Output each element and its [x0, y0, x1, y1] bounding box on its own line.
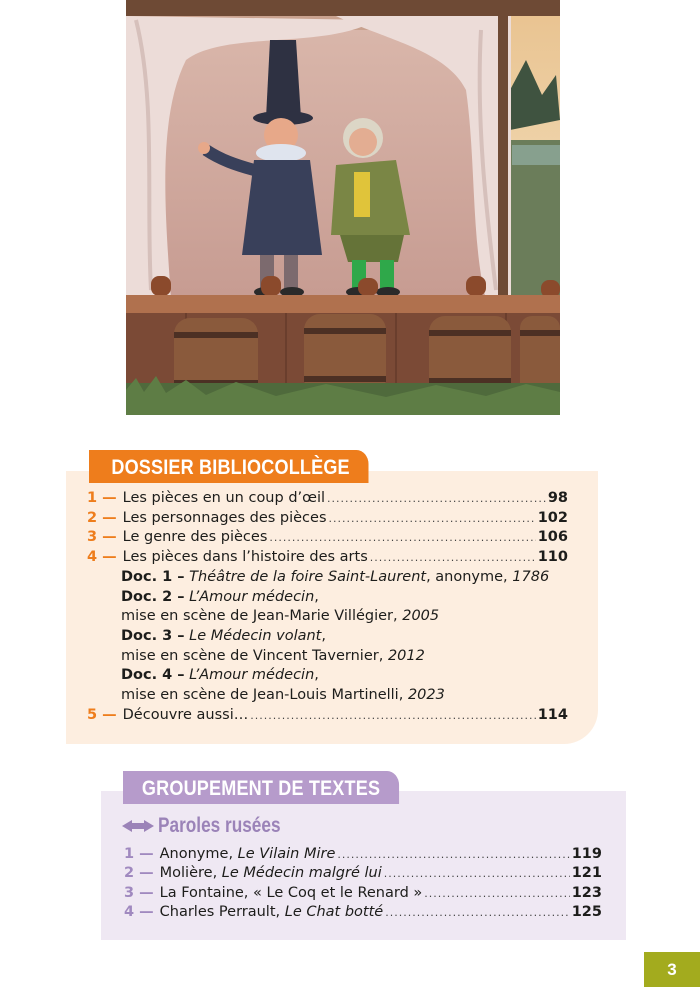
leader-dots — [424, 884, 569, 903]
toc-row[interactable] — [87, 548, 568, 568]
page-number: 3 — [644, 952, 700, 987]
toc-page: 106 — [537, 529, 568, 546]
toc-page: 125 — [571, 903, 602, 920]
toc-label: Découvre aussi… — [122, 706, 249, 723]
toc-label — [160, 903, 384, 922]
toc-label — [160, 884, 423, 903]
toc-number: 4 — — [87, 549, 117, 566]
toc-page: 102 — [537, 509, 568, 526]
toc-row[interactable] — [124, 903, 602, 922]
toc-page: 110 — [537, 549, 568, 566]
leader-dots — [384, 864, 570, 883]
groupement-toc — [124, 845, 602, 922]
doc-label: Doc. 1 – — [121, 568, 185, 585]
groupement-title: GROUPEMENT DE TEXTES — [123, 771, 399, 804]
leader-dots — [327, 489, 546, 509]
doc-detail: , — [321, 627, 326, 644]
doc-label: Doc. 3 – — [121, 627, 185, 644]
leader-dots — [385, 903, 569, 922]
toc-author: Charles Perrault, — [159, 903, 285, 920]
leader-dots — [337, 845, 569, 864]
dossier-toc — [87, 489, 568, 725]
toc-number: 1 — — [87, 490, 117, 506]
toc-page: 114 — [537, 706, 568, 723]
doc-entry-3 — [87, 627, 568, 647]
toc-number: 4 — — [124, 903, 154, 920]
theatre-stage-illustration — [126, 0, 560, 415]
doc-year: 1786 — [512, 568, 550, 585]
doc-entry-1 — [87, 568, 568, 588]
toc-number: 3 — — [124, 884, 154, 901]
toc-number: 5 — — [87, 706, 117, 723]
toc-page: 119 — [571, 846, 602, 862]
doc-staging: mise en scène de Jean-Louis Martinelli, — [121, 687, 408, 704]
doc-staging: mise en scène de Vincent Tavernier, — [121, 647, 388, 664]
toc-work: Le Vilain Mire — [237, 846, 336, 862]
doc-detail: , anonyme, — [426, 568, 513, 585]
leader-dots — [329, 509, 536, 529]
dossier-title: DOSSIER BIBLIOCOLLÈGE — [89, 450, 369, 483]
theme-heading — [122, 811, 307, 841]
doc-entry-4 — [87, 666, 568, 686]
doc-detail: , — [314, 588, 319, 605]
doc-title: Théâtre de la foire Saint-Laurent — [189, 568, 427, 585]
doc-year: 2023 — [407, 687, 445, 704]
doc-title: L’Amour médecin — [189, 667, 315, 684]
leader-dots — [250, 706, 535, 726]
toc-page: 98 — [547, 490, 568, 506]
toc-row[interactable] — [87, 528, 568, 548]
toc-number: 1 — — [124, 846, 154, 862]
double-arrow-icon — [122, 819, 154, 833]
toc-page: 121 — [571, 865, 602, 882]
doc-entry-2-staging — [87, 607, 568, 627]
toc-row[interactable] — [124, 845, 602, 864]
doc-title: L’Amour médecin — [189, 588, 315, 605]
theme-title: Paroles rusées — [158, 814, 281, 837]
toc-label: Le genre des pièces — [122, 529, 268, 546]
doc-year: 2012 — [387, 647, 425, 664]
doc-label: Doc. 2 – — [121, 588, 185, 605]
doc-year: 2005 — [402, 608, 440, 625]
toc-label: Les pièces dans l’histoire des arts — [122, 549, 368, 566]
doc-entry-2 — [87, 588, 568, 608]
toc-label: Les pièces en un coup d’œil — [122, 490, 326, 506]
toc-number: 2 — — [124, 865, 154, 882]
toc-label — [160, 864, 382, 883]
toc-work: Le Médecin malgré lui — [221, 865, 382, 882]
toc-author: Molière, — [159, 865, 222, 882]
toc-number: 2 — — [87, 509, 117, 526]
doc-entry-4-staging — [87, 686, 568, 706]
toc-row[interactable] — [87, 706, 568, 726]
toc-label — [160, 845, 336, 864]
toc-label: Les personnages des pièces — [122, 509, 327, 526]
toc-row[interactable] — [124, 884, 602, 903]
toc-work: Le Chat botté — [284, 903, 384, 920]
toc-page: 123 — [571, 884, 602, 901]
doc-entry-3-staging — [87, 647, 568, 667]
doc-label: Doc. 4 – — [121, 667, 185, 684]
leader-dots — [269, 528, 535, 548]
toc-author: Anonyme, — [159, 846, 238, 862]
doc-title: Le Médecin volant — [189, 627, 322, 644]
toc-row[interactable] — [87, 489, 568, 509]
toc-row[interactable] — [124, 864, 602, 883]
toc-author: La Fontaine, « Le Coq et le Renard » — [159, 884, 423, 901]
toc-number: 3 — — [87, 529, 117, 546]
toc-row[interactable] — [87, 509, 568, 529]
doc-staging: mise en scène de Jean-Marie Villégier, — [121, 608, 403, 625]
doc-detail: , — [314, 667, 319, 684]
leader-dots — [370, 548, 536, 568]
